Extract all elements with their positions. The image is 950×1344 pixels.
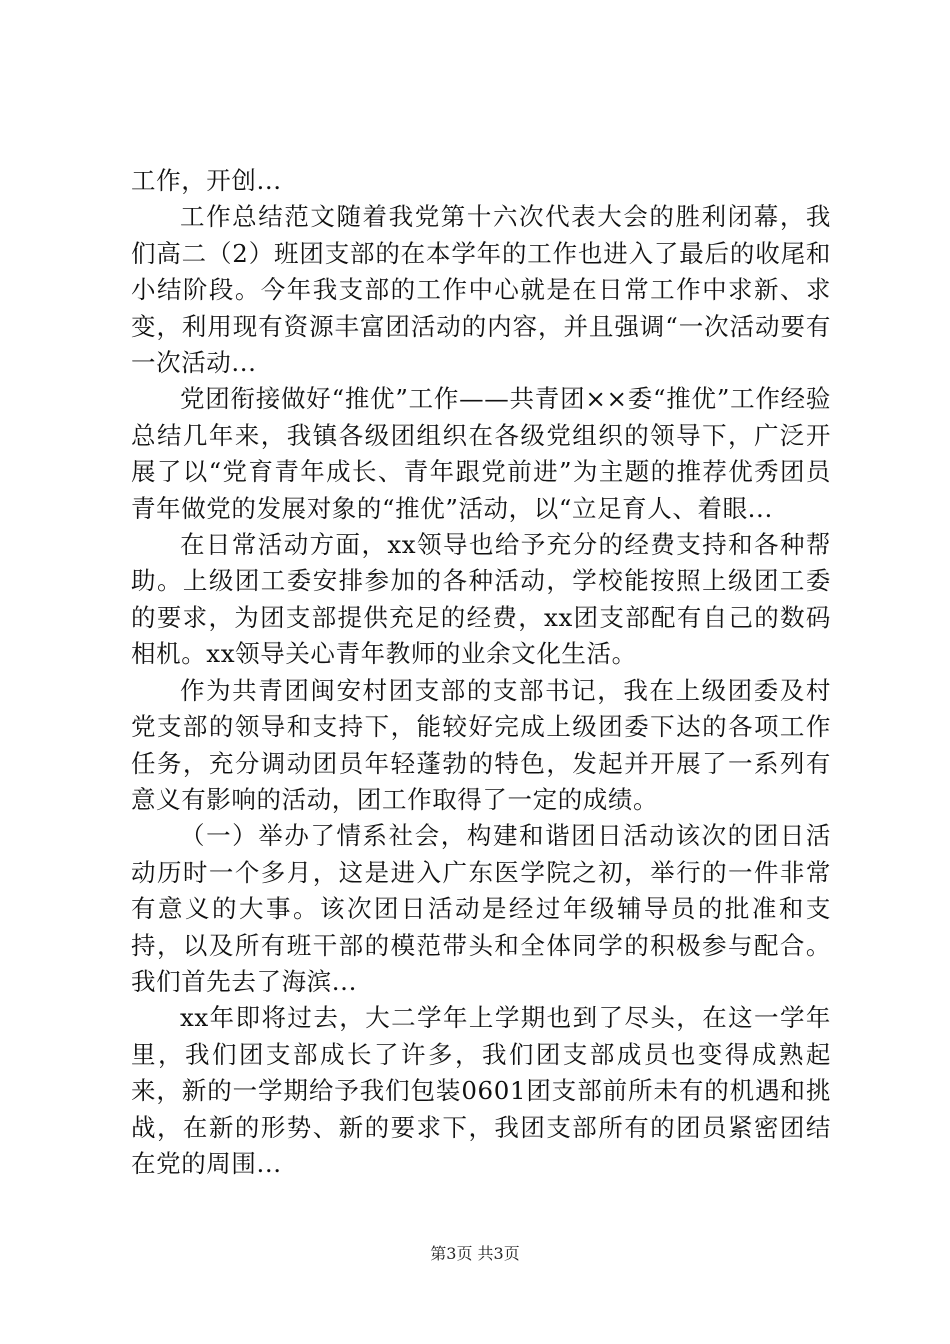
- paragraph-party-league-link: 党团衔接做好“推优”工作——共青团××委“推优”工作经验总结几年来，我镇各级团组织在各级党组织的领导下，广泛开展了以“党育青年成长、青年跟党前进”为主题的推荐优秀团员青年做党的发展对象的“推优”活动，以“立足育人、着眼...: [131, 384, 831, 523]
- paragraph-year-review: xx年即将过去，大二学年上学期也到了尽头，在这一学年里，我们团支部成长了许多，我们团支部成员也变得成熟起来，新的一学期给予我们包装0601团支部前所未有的机遇和挑战，在新的形势、新的要求下，我团支部所有的团员紧密团结在党的周围...: [131, 1003, 831, 1178]
- paragraph-daily-activities: 在日常活动方面，xx领导也给予充分的经费支持和各种帮助。上级团工委安排参加的各种活动，学校能按照上级团工委的要求，为团支部提供充足的经费，xx团支部配有自己的数码相机。xx领导关心青年教师的业余文化生活。: [131, 530, 831, 669]
- paragraph-continuation: 工作，开创...: [131, 166, 282, 195]
- paragraph-league-day-activity: （一）举办了情系社会，构建和谐团日活动该次的团日活动历时一个多月，这是进入广东医学院之初，举行的一件非常有意义的大事。该次团日活动是经过年级辅导员的批准和支持，以及所有班干部的模范带头和全体同学的积极参与配合。我们首先去了海滨...: [131, 821, 831, 996]
- paragraph-branch-secretary: 作为共青团闽安村团支部的支部书记，我在上级团委及村党支部的领导和支持下，能较好完成上级团委下达的各项工作任务，充分调动团员年轻蓬勃的特色，发起并开展了一系列有意义有影响的活动，团工作取得了一定的成绩。: [131, 675, 831, 814]
- page-number-footer: 第3页 共3页: [430, 1244, 520, 1263]
- document-body: [131, 163, 831, 1182]
- paragraph-work-summary: 工作总结范文随着我党第十六次代表大会的胜利闭幕，我们高二（2）班团支部的在本学年的工作也进入了最后的收尾和小结阶段。今年我支部的工作中心就是在日常工作中求新、求变，利用现有资源丰富团活动的内容，并且强调“一次活动要有一次活动...: [131, 202, 831, 378]
